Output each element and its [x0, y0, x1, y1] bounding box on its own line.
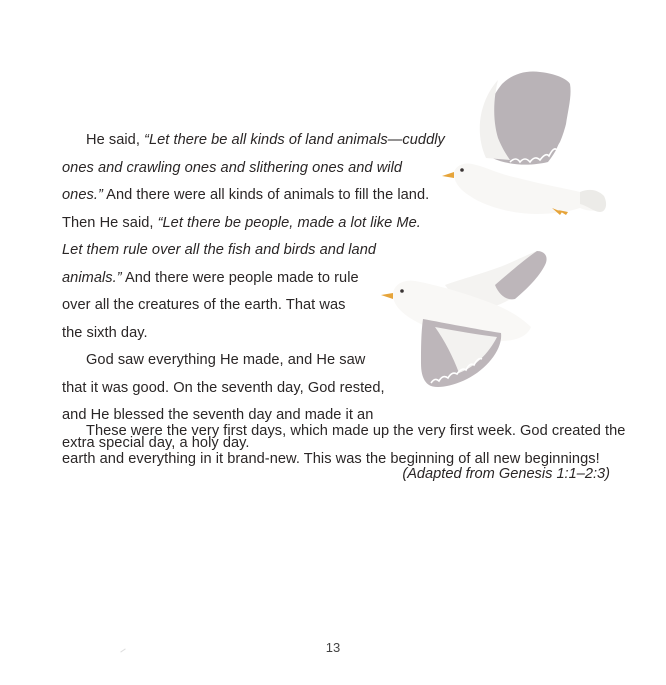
text-line: God saw everything He made, and He saw: [86, 352, 366, 368]
text-line: [62, 210, 445, 238]
italic-text-segment: animals.”: [62, 269, 122, 286]
story-text-lower: [62, 418, 625, 473]
text-segment: And there were all kinds of animals to fill the land.: [102, 187, 430, 203]
text-segment: He said,: [86, 132, 145, 148]
beak-shape: [442, 172, 454, 178]
italic-text-segment: ones and crawling ones and slithering ones and wild: [62, 159, 403, 176]
text-line: earth and everything in it brand-new. This was the beginning of all new beginnings!: [62, 450, 600, 467]
text-line: that it was good. On the seventh day, God rested,: [62, 379, 385, 396]
scripture-citation: (Adapted from Genesis 1:1–2:3): [402, 466, 610, 482]
italic-text-segment: “Let there be people, made a lot like Me.: [157, 214, 421, 231]
italic-text-segment: “Let there be all kinds of land animals—cuddly: [144, 132, 445, 148]
text-line: These were the very first days, which made up the very first week. God created the: [86, 423, 626, 439]
dove-illustration-bottom: [375, 245, 553, 395]
text-segment: And there were people made to rule: [121, 269, 359, 286]
text-segment: the sixth day.: [62, 324, 148, 341]
eye-dot: [460, 168, 464, 172]
text-segment: over all the creatures of the earth. That was: [62, 297, 346, 313]
eye-dot: [400, 289, 404, 293]
text-line: [62, 127, 445, 155]
text-line: [62, 182, 445, 210]
text-line: [62, 155, 445, 183]
italic-text-segment: ones.”: [62, 187, 103, 203]
italic-text-segment: Let them rule over all the fish and birds and land: [62, 242, 377, 258]
body-shape: [454, 163, 604, 214]
text-line: extra special day, a holy day.: [62, 434, 250, 451]
dove-illustration-top: [440, 66, 610, 221]
text-segment: Then He said,: [62, 214, 158, 231]
beak-shape: [381, 293, 393, 299]
page-number: 13: [325, 640, 341, 655]
text-line: and He blessed the seventh day and made it an: [62, 407, 374, 423]
